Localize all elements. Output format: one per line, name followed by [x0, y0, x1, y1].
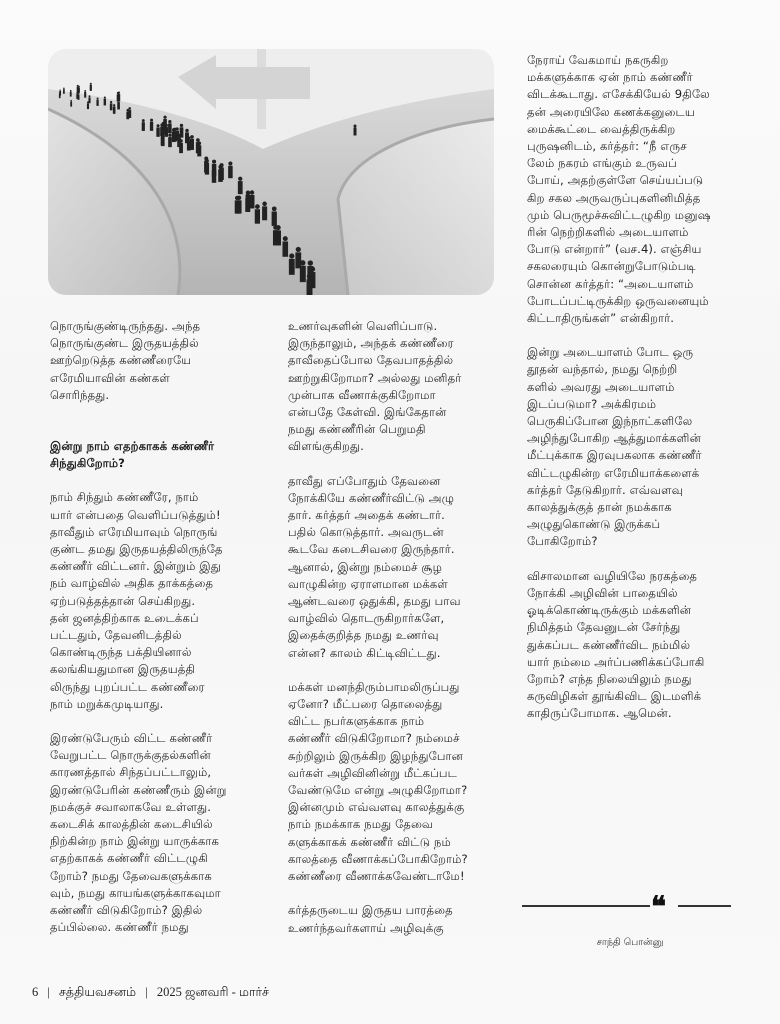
walking-figure: [150, 119, 153, 131]
walking-figure: [250, 190, 255, 208]
paragraph: நொருங்குண்டிருந்தது. அந்த நொருங்குண்ட இருதயத்தில் ஊற்றெடுத்த கண்ணீரையே எரேமியாவின் கண்கள் சொரிந்தது.: [50, 319, 201, 402]
paragraph: மக்கள் மனந்திரும்பாமலிருப்பது ஏனோ? மீட்பரை தொலைத்து விட்ட நபர்களுக்காக நாம் கண்ணீர் விடுகிறோமா? நம்மைச் சுற்றிலும் இருக்கிற இழந்துபோன வர்கள் அழிவினின்று மீட்கப்பட வேண்டுமே என்று அழுகிறோமா? இன்னமும் எவ்வளவு காலத்துக்கு நாம் நமக்காக நமது தேவை களுக்காகக் கண்ணீர் விட்டு நம் காலத்தை வீணாக்கப்போகிறோம்? கண்ணீரை வீணாக்கவேண்டாமே!: [288, 679, 468, 884]
walking-figure: [96, 97, 98, 105]
walking-figure: [273, 225, 279, 246]
footer-separator: |: [47, 985, 50, 999]
walking-figure: [272, 206, 277, 225]
divider-right: [678, 905, 731, 907]
footer-separator: |: [145, 985, 148, 999]
paragraph: நாம் சிந்தும் கண்ணீரே, நாம் யார் என்பதை வெளிப்படுத்தும்! தாவீதும் எரேமியாவும் நொருங் குண்ட தமது இருதயத்திலிருந்தே கண்ணீர் விட்டனர். இன்றும் இது நம் வாழ்வில் அதிக தாக்கத்தை ஏற்படுத்தத்தான் செய்கிறது. தன் ஜனத்திற்காக உடைக்கப் பட்டதும், தேவனிடத்தில் கொண்டிருந்த பக்தியினால் கலங்கியதுமான இருதயத்தி லிருந்து புறப்பட்ட கண்ணீரை நாம் மறுக்கமுடியாது.: [50, 490, 223, 711]
walking-figure: [177, 134, 181, 147]
walking-figure: [142, 119, 145, 131]
walking-figure: [262, 202, 267, 221]
paragraph: விசாலமான வழியிலே நரகத்தை நோக்கி அழிவின் பாதையில் ஓடிக்கொண்டிருக்கும் மக்களின் நிமித்தம் தேவனுடன் சேர்ந்து துக்கப்பட கண்ணீர்விட நம்மில் யார் நம்மை அர்ப்பணிக்கப்போகி றோம்? எந்த நிலையிலும் நமது கருவிழிகள் தூங்கிவிட இடமளிக் காதிருப்போமாக. ஆமென்.: [527, 568, 705, 721]
walking-figure: [282, 236, 288, 257]
paragraph: உணர்வுகளின் வெளிப்பாடு. இருந்தாலும், அந்தக் கண்ணீரை தாவீதைப்போல தேவபாதத்தில் ஊற்றுகிறோமா? அல்லது மனிதர் முன்பாக வீணாக்குகிறோமா என்பதே கேள்வி. இங்கேதான் நமது கண்ணீரின் பெறுமதி விளங்குகிறது.: [288, 319, 462, 454]
walking-figure: [76, 92, 78, 99]
walking-figure: [172, 128, 176, 141]
walking-figure: [70, 100, 72, 107]
walking-figure: [118, 91, 121, 101]
walking-figure: [238, 177, 243, 195]
quote-icon: ❝: [651, 890, 667, 923]
walking-figure: [204, 156, 208, 172]
walking-figure: [228, 162, 233, 179]
walking-figure: [237, 196, 242, 214]
article-illustration-crossroads: [48, 49, 494, 295]
walking-figure: [307, 260, 313, 282]
lone-walking-figure: [354, 125, 357, 136]
walking-figure: [113, 104, 116, 114]
walking-figure: [110, 101, 113, 110]
walking-figure: [295, 247, 301, 269]
magazine-name: சத்தியவசனம்: [59, 985, 137, 999]
paragraph: தாவீது எப்போதும் தேவனை நோக்கியே கண்ணீர்விட்டு அழு தார். கர்த்தர் அதைக் கண்டார். பதில் கொடுத்தார். அவருடன் கூடவே கடைசிவரை இருந்தார். ஆனால், இன்று நம்மைச் சூழ வாழுகின்ற ஏராளமான மக்கள் ஆண்டவரை ஒதுக்கி, தமது பாவ வாழ்வில் தொடருகிறார்களே, இதைக்குறித்த நமது உணர்வு என்ன? காலம் கிட்டிவிட்டது.: [288, 473, 461, 660]
article-column-2: [288, 318, 520, 937]
paragraph: இன்று அடையாளம் போட ஒரு தூதன் வந்தால், நமது நெற்றி களில் அவரது அடையாளம் இடப்படுமா? அக்கிரமம் பெருகிப்போன இந்நாட்களிலே அழிந்துபோகிற ஆத்துமாக்களின் மீட்புக்காக இரவுபகலாக கண்ணீர் விட்டழுகின்ற எரேமியாக்களைக் கர்த்தர் தேடுகிறார். எவ்வளவு காலத்துக்குத் தான் நமக்காக அழுதுகொண்டு இருக்கப் போகிறோம்?: [527, 345, 702, 549]
crossroads-image: [48, 49, 494, 295]
paragraph: நேராய் வேகமாய் நகருகிற மக்களுக்காக ஏன் நாம் கண்ணீர் விடக்கூடாது. எசேக்கியேல் 9திலே தன் அரையிலே கணக்கனுடைய மைக்கூட்டை வைத்திருக்கிற புருஷனிடம், கர்த்தர்: “நீ எருச லேம் நகரம் எங்கும் உருவப் போய், அதற்குள்ளே செய்யப்படு கிற சகல அருவருப்புகளினிமித்த மும் பெருமூச்சுவிட்டழுகிற மனுஷ ரின் நெற்றிகளில் அடையாளம் போடு என்றார்” (வச.4). எஞ்சிய சகலரையும் கொன்றுபோடும்படி சொன்ன கர்த்தர்: “அடையாளம் போடப்பட்டிருக்கிற ஒருவனையும் கிட்டாதிருங்கள்” என்கிறார்.: [527, 53, 711, 326]
walking-figure: [218, 165, 223, 182]
walking-figure: [197, 141, 201, 156]
walking-figure: [164, 124, 168, 137]
issue-date: 2025 ஜனவரி - மார்ச்: [156, 985, 269, 999]
walking-figure: [156, 124, 159, 137]
walking-figure: [128, 107, 131, 118]
paragraph: கர்த்தருடைய இருதய பாரத்தை உணர்ந்தவர்களாய் அழிவுக்கு: [288, 903, 453, 935]
paragraph: இரண்டுபேரும் விட்ட கண்ணீர் வேறுபட்ட நொருக்குதல்களின் காரணத்தால் சிந்தப்பட்டாலும், இரண்டுபேரின் கண்ணீரும் இன்று நமக்குச் சவாலாகவே உள்ளது. கடைசிக் காலத்தின் கடைசியில் நிற்கின்ற நாம் இன்று யாருக்காக எதற்காகக் கண்ணீர் விட்டழுகி றோம்? நமது தேவைகளுக்காக வும், நமது காயங்களுக்காகவுமா கண்ணீர் விடுகிறோம்? இதில் தப்பில்லை. கண்ணீர் நமது: [50, 731, 227, 935]
page-number: 6: [32, 985, 39, 999]
walking-figure: [70, 90, 72, 97]
walking-figure: [212, 160, 216, 177]
walking-figure: [77, 85, 79, 92]
walking-figure: [161, 133, 165, 146]
divider-left: [522, 905, 650, 907]
walking-figure: [59, 89, 61, 95]
walking-figure: [63, 88, 65, 94]
article-column-3: [527, 52, 759, 723]
section-heading: இன்று நாம் எதற்காகக் கண்ணீர் சிந்துகிறோம்?: [50, 439, 215, 471]
walking-figure: [90, 83, 92, 91]
author-name: சாந்தி பொன்னு: [596, 937, 664, 948]
walking-figure: [168, 120, 172, 133]
walking-figure: [104, 96, 106, 105]
walking-figure: [88, 95, 90, 103]
walking-figure: [168, 134, 172, 148]
walking-figure: [255, 204, 260, 223]
walking-figure: [84, 90, 86, 98]
walking-figure: [289, 253, 295, 274]
walking-figure: [185, 129, 189, 144]
article-column-1: [50, 318, 275, 937]
page-footer: [32, 985, 275, 1001]
